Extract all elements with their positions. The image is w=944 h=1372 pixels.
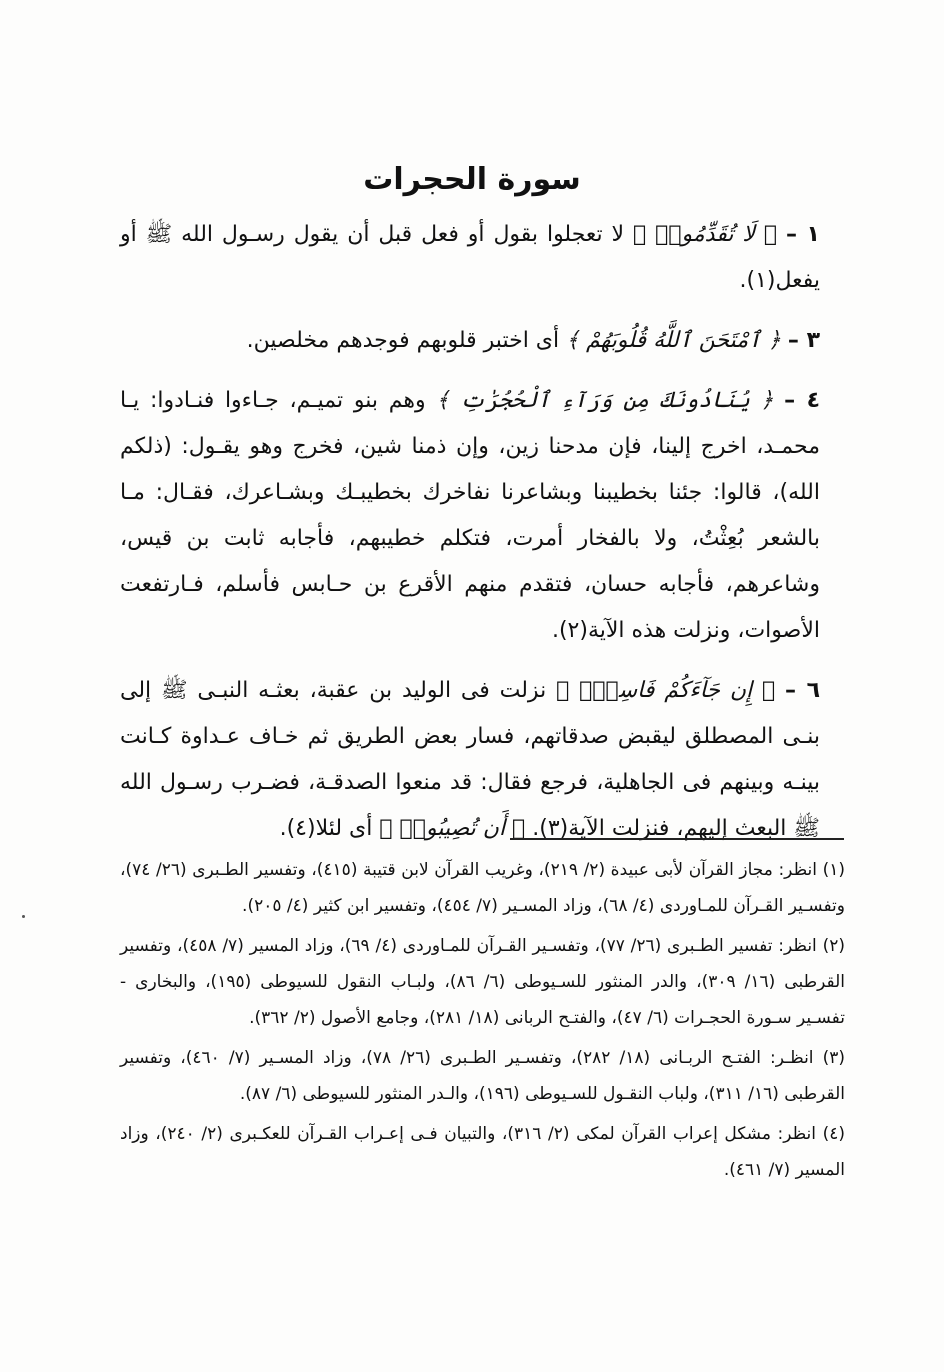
quran-phrase: ﴿ يُنَادُونَكَ مِن وَرَآءِ ٱلْحُجُرَٰتِ ﴾ [436,388,774,413]
main-text [120,212,820,866]
footnote-2: (٢) انظر: تفسير الطـبرى (٢٦/ ٧٧)، وتفسـير القـرآن للمـاوردى (٤/ ٦٩)، وزاد المسير (٧/ ٤٥٨)، وتفسير القرطبى (١٦/ ٣٠٩)، والدر المنثور للسـيوطى (٦/ ٨٦)، ولبـاب النقول للسيوطى (١٩٥)، والبخارى - تفسـير سـورة الحجـرات (٦/ ٤٧)، والفتـح الربانى (١٨/ ٢٨١)، وجامع الأصول (٢/ ٣٦٢). [120,936,845,1028]
entry-number: ٣ – [787,328,820,353]
footnotes [120,852,845,1192]
entry-text: لا تعجلوا بقول أو فعل قبل أن يقول رسـول الله ﷺ أو يفعل(١). [120,222,820,293]
page-title: سورة الحجرات [363,162,581,197]
scan-speck [22,915,25,918]
entry-1 [120,212,820,304]
entry-number: ٤ – [784,388,820,413]
quran-phrase: ﴿ ٱمْتَحَنَ ٱللَّهُ قُلُوبَهُمْ ﴾ [566,328,781,353]
entry-text: نزلت فى الوليد بن عقبة، بعثـه النبـى ﷺ إلى بنـى المصطلق ليقبض صدقاتهم، فسار بعض الطريق ثم خـاف عـداوة كـانت بينـه وبينهم فى الجاهلية، فرجع فقال: قد منعوا الصدقـة، فضـرب رسـول الله ﷺ البعث إليهم، فنزلت الآية(٣). [120,678,820,841]
footnote-4: (٤) انظر: مشكل إعراب القرآن لمكى (٢/ ٣١٦)، والتبيان فـى إعـراب القـرآن للعكـبرى (٢/ ٢٤٠)، وزاد المسير (٧/ ٤٦١). [120,1124,845,1180]
footnote-divider [510,838,844,840]
quran-phrase: ﴿ لَا تُقَدِّمُوا۟ ﴾ [633,222,778,247]
entry-text: وهم بنو تميـم، جـاءوا فنـادوا: يـا محمـد، اخرج إلينا، فإن مدحنا زين، وإن ذمنا شين، فخرج وهو يقـول: (ذلكم الله)، قالوا: جئنا بخطيبنا وبشاعرنا نفاخرك بخطيبـك وبشـاعرك، فقـال: مـا بالشعر بُعِثْتُ، ولا بالفخار أمرت، فتكلم خطيبهم، فأجابه ثابت بن قيس، وشاعرهم، فأجابه حسان، فتقدم منهم الأقرع بن حـابس فأسلم، فـارتفعت الأصوات، ونزلت هذه الآية(٢). [120,388,820,643]
entry-3 [120,318,820,364]
entry-text: أى لئلا(٤). [279,816,380,841]
entry-text: أى اختبر قلوبهم فوجدهم مخلصين. [246,328,567,353]
entry-number: ٦ – [785,678,821,703]
entry-6 [120,668,820,852]
quran-phrase: ﴿ أَن تُصِيبُوا۟ ﴾ [379,816,526,841]
footnote-3: (٣) انظـر: الفتـح الربـانى (١٨/ ٢٨٢)، وتفسـير الطـبرى (٢٦/ ٧٨)، وزاد المسـير (٧/ ٤٦٠)، وتفسير القرطبى (١٦/ ٣١١)، ولباب النقـول للسـيوطى (١٩٦)، والـدر المنثور للسيوطى (٦/ ٨٧). [120,1048,846,1104]
entry-4 [120,378,820,654]
quran-phrase: ﴿ إِن جَآءَكُمْ فَاسِقٌۢ ﴾ [556,678,776,703]
entry-number: ١ – [785,222,820,247]
footnote-1: (١) انظر: مجاز القرآن لأبى عبيدة (٢/ ٢١٩)، وغريب القرآن لابن قتيبة (٤١٥)، وتفسير الطـبرى (٢٦/ ٧٤)، وتفسـير القـرآن للمـاوردى (٤/ ٦٨)، وزاد المسـير (٧/ ٤٥٤)، وتفسير ابن كثير (٤/ ٢٠٥). [120,860,845,916]
